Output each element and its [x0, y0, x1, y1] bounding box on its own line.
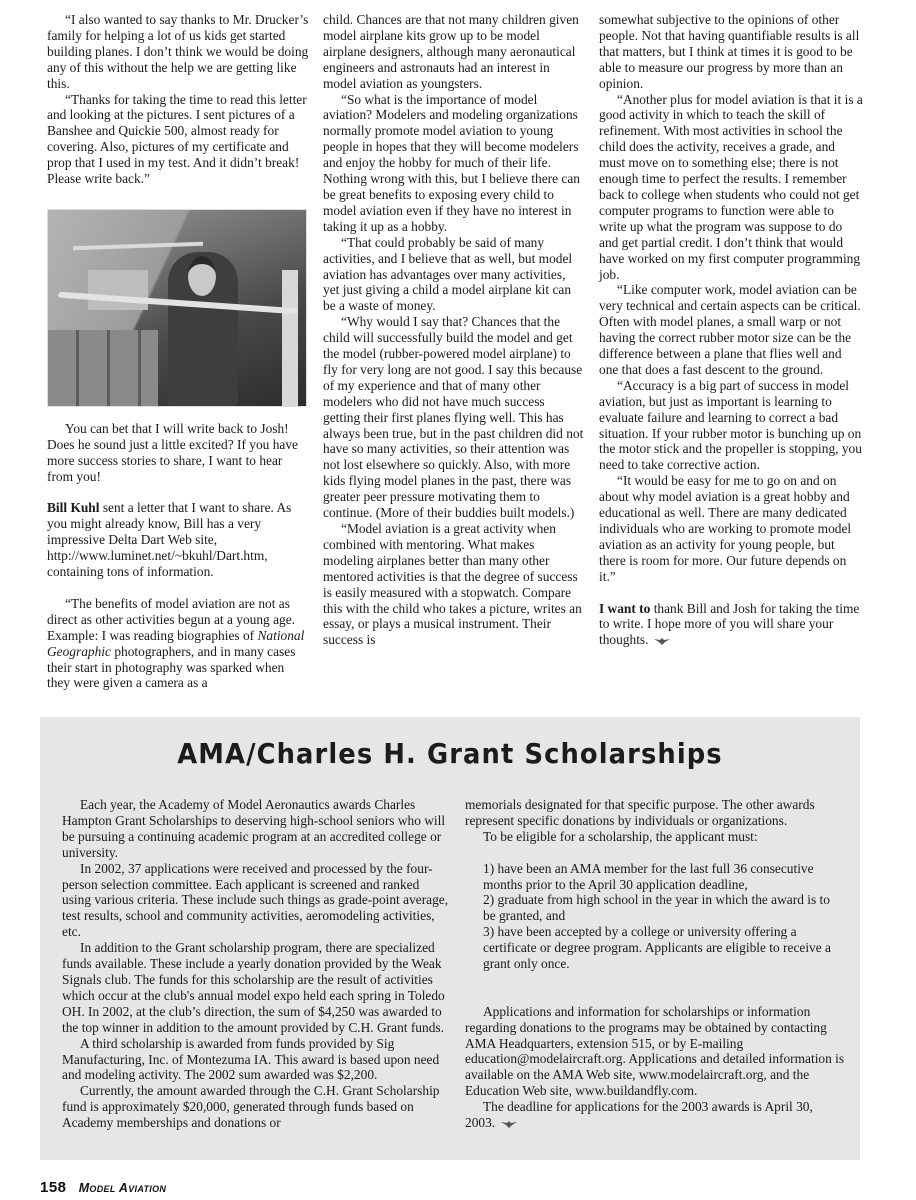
paragraph: memorials designated for that specific purpose. The other awards represent specific donations by individuals or organizations.: [465, 797, 815, 828]
article-column-2: [323, 12, 585, 648]
paragraph: Each year, the Academy of Model Aeronautics awards Charles Hampton Grant Scholarships to deserving high-school seniors who will be pursuing a continuing academic program at an accredited college or university.: [62, 797, 446, 860]
lead-in-bold: Bill Kuhl: [47, 500, 100, 516]
ama-wings-icon: [654, 638, 670, 645]
paragraph: child. Chances are that not many children given model airplane kits grow up to be model airplane designers, although many aeronautical engineers and astronauts had an interest in model aviation as youngsters.: [323, 12, 579, 91]
paragraph: A third scholarship is awarded from funds provided by Sig Manufacturing, Inc. of Montezuma IA. This award is based upon need and modeling activity. The 2002 sum awarded was $2,200.: [62, 1035, 440, 1083]
paragraph: “The benefits of model aviation are not as direct as other activities begun at a young age. Example: I was reading biographies of National Geographic photographers, and in many cases their start in photography was sparked when they were given a camera as a: [47, 595, 305, 691]
paragraph: “Thanks for taking the time to read this letter and looking at the pictures. I sent pictures of a Banshee and Quickie 500, almost ready for covering. Also, pictures of my certificate and prop that I used in my test. And it didn’t break! Please write back.”: [47, 91, 307, 187]
photo-boy-with-model-airplane: [47, 209, 307, 407]
paragraph: “Another plus for model aviation is that it is a good activity in which to teach the skill of refinement. With most activities in school the child does the activity, receives a grade, and must move on to something else; there is not enough time to perfect the results. I remember back to college when students who could not get computer programs to function were able to write up what the program was suppose to do and get partial credit. I don’t think that would have worked on my first computer programming job.: [599, 91, 863, 282]
paragraph: “It would be easy for me to go on and on about why model aviation is a great hobby and educational as well. There are many dedicated individuals who are working to promote model aviation as an activity for young people, but there is room for more. Our future depends on it.”: [599, 473, 852, 584]
paragraph: The deadline for applications for the 2003 awards is April 30, 2003.: [465, 1099, 813, 1131]
paragraph: “Why would I say that? Chances that the child will successfully build the model and get the model (rubber-powered model airplane) to fly for very long are not good. I say this because of my experience and that of many other modelers who did not have much success getting their first planes flying well. This has always been true, but in the past children did not have so many activities, so their attention was not lost elsewhere so quickly. Also, with more kids flying model planes in the past, there was greater peer pressure motivating them to continue. (More of their buddies built models.): [323, 314, 584, 521]
publication-title: National Geographic: [47, 627, 305, 659]
paragraph: You can bet that I will write back to Josh! Does he sound just a little excited? If you have more success stories to share, I want to hear from you!: [47, 420, 299, 484]
eligibility-item: 2) graduate from high school in the year in which the award is to be granted, and: [483, 892, 830, 924]
paragraph: “Like computer work, model aviation can be very technical and certain aspects can be critical. Often with model planes, a small warp or not having the correct rubber motor size can be the difference between a plane that flies well and one that does a fast descent to the ground.: [599, 282, 861, 377]
paragraph: Applications and information for scholarships or information regarding donations to the programs may be obtained by contacting AMA Headquarters, extension 515, or by E-mailing education@modelaircraft.org. Applications and detailed information is available on the AMA Web site, www.modelaircraft.org, and the Education Web site, www.buildandfly.com.: [465, 1003, 845, 1099]
magazine-name: Model Aviation: [78, 1181, 167, 1195]
article-column-3: [599, 12, 864, 648]
paragraph: somewhat subjective to the opinions of other people. Not that having quantifiable results is all that matters, but I think at times it is good to be able to measure our progress by more than an opinion.: [599, 12, 860, 91]
scholarship-sidebar: [40, 717, 860, 1160]
ama-wings-icon: [501, 1121, 517, 1128]
lead-in-bold: I want to: [599, 600, 651, 616]
paragraph: “So what is the importance of model aviation? Modelers and modeling organizations normally promote model aviation to young people in hopes that they will become modelers and enjoy the hobby for much of their life. Nothing wrong with this, but I believe there can be great benefits to exposing every child to model aviation even if they have no interest in taking it up as a hobby.: [323, 91, 580, 234]
page-footer: [40, 1179, 166, 1196]
sidebar-column-left: [62, 797, 450, 1131]
paragraph: Bill Kuhl sent a letter that I want to share. As you might already know, Bill has a very impressive Delta Dart Web site, http://www.luminet.net/~bkuhl/Dart.htm, containing tons of information.: [47, 500, 292, 580]
sidebar-title: AMA/Charles H. Grant Scholarships: [177, 737, 723, 770]
paragraph: I want to thank Bill and Josh for taking the time to write. I hope more of you will share your thoughts.: [599, 600, 860, 648]
paragraph: To be eligible for a scholarship, the applicant must:: [483, 828, 758, 844]
paragraph: “That could probably be said of many activities, and I believe that as well, but model aviation has advantages over many activities, yet just giving a child a model airplane kit can be a waste of money.: [323, 234, 573, 314]
paragraph: Currently, the amount awarded through the C.H. Grant Scholarship fund is approximately $20,000, generated through funds based on Academy memberships and donations or: [62, 1083, 440, 1131]
paragraph: “Accuracy is a big part of success in model aviation, but just as important is learning to evaluate failure and learning to correct a bad situation. If your rubber motor is bunching up on the motor stick and the propeller is stopping, you need to take corrective action.: [599, 377, 862, 473]
paragraph: In 2002, 37 applications were received and processed by the four-person selection committee. Each applicant is screened and ranked using various criteria. These include such things as grade-point average, test results, school and community activities, aeromodeling activities, etc.: [62, 860, 449, 940]
paragraph: In addition to the Grant scholarship program, there are specialized funds available. These include a yearly donation provided by the Weak Signals club. The funds for this scholarship are the result of activities which occur at the club's annual model expo held each spring in Toledo OH. In 2002, at the club’s direction, the sum of $4,250 was awarded to the top winner in addition to the amount provided by C.H. Grant funds.: [62, 940, 445, 1035]
paragraph: “Model aviation is a great activity when combined with mentoring. What makes modeling airplanes better than many other mentored activities is that the degree of success is easily measured with a stopwatch. Compare this with the child who takes a picture, writes an essay, or plays a musical instrument. Their success is: [323, 521, 582, 648]
article-column-1: [47, 12, 309, 691]
paragraph: “I also wanted to say thanks to Mr. Drucker’s family for helping a lot of us kids get started building planes. I don’t think we would be doing any of this without the help we are getting like this.: [47, 12, 309, 91]
sidebar-column-right: [465, 797, 845, 1131]
eligibility-item: 3) have been accepted by a college or university offering a certificate or degree program. Applicants are eligible to receive a grant only once.: [483, 924, 831, 972]
page-number: 158: [40, 1179, 67, 1196]
eligibility-item: 1) have been an AMA member for the last full 36 consecutive months prior to the April 30 application deadline,: [483, 860, 814, 892]
